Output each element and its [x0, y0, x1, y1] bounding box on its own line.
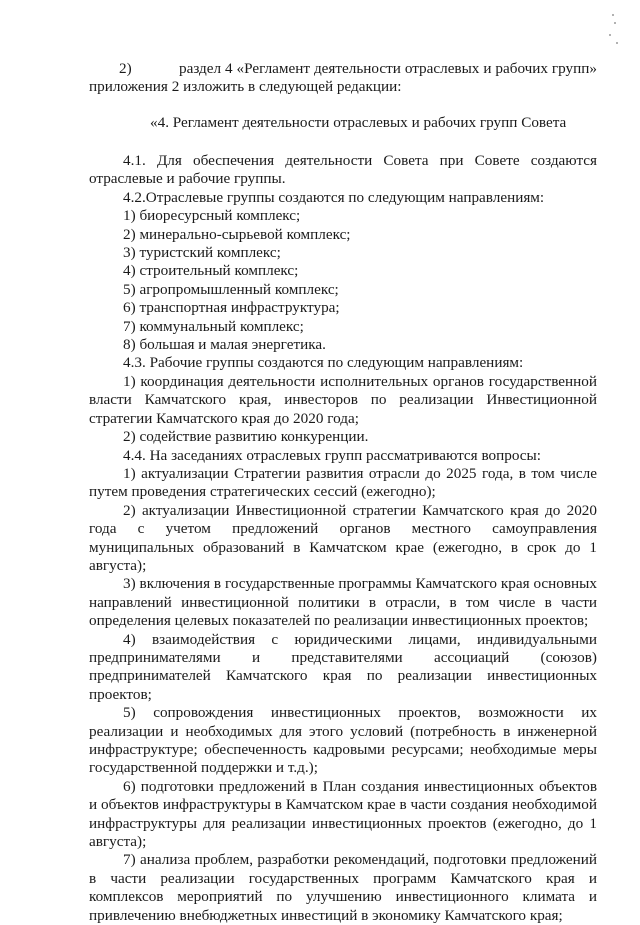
- paragraph: 1) актуализации Стратегии развития отрасли до 2025 года, в том числе путем проведения стратегических сессий (ежегодно);: [89, 464, 597, 501]
- lead-text: раздел 4 «Регламент деятельности отраслевых и рабочих групп» приложения 2 изложить в следующей редакции:: [89, 60, 597, 96]
- list-item: 1) биоресурсный комплекс;: [123, 207, 301, 225]
- paragraph: 4.1. Для обеспечения деятельности Совета при Совете создаются отраслевые и рабочие группы.: [89, 152, 597, 188]
- list-item: 2) минерально-сырьевой комплекс;: [123, 225, 351, 243]
- paragraph: 4.2.Отраслевые группы создаются по следующим направлениям:: [123, 188, 545, 206]
- paragraph: 4) взаимодействия с юридическими лицами, индивидуальными предпринимателями и представителями ассоциаций (союзов) предпринимателей Камчатского края по реализации инвестиционных проектов;: [89, 630, 597, 703]
- lead-paragraph: [89, 60, 597, 97]
- paragraph: 2) содействие развитию конкуренции.: [123, 428, 369, 446]
- paragraph: 4.3. Рабочие группы создаются по следующим направлениям:: [123, 354, 524, 372]
- list-item: 5) агропромышленный комплекс;: [123, 280, 339, 298]
- list-item: 3) туристский комплекс;: [123, 244, 281, 262]
- list-item: 7) коммунальный комплекс;: [123, 317, 304, 335]
- paragraph: 7) анализа проблем, разработки рекомендаций, подготовки предложений в части реализации государственных программ Камчатского края и комплексов мероприятий по улучшению инвестиционного климата и привлечению внебюджетных инвестиций в экономику Камчатского края;: [89, 851, 597, 924]
- paragraph: 2) актуализации Инвестиционной стратегии Камчатского края до 2020 года с учетом предложений органов местного самоуправления муниципальных образований в Камчатском крае (ежегодно, в срок до 1 августа);: [89, 501, 597, 574]
- list-item: 8) большая и малая энергетика.: [123, 336, 326, 354]
- paragraph: 3) включения в государственные программы Камчатского края основных направлений инвестиционной политики в отрасли, в том числе в части определения целевых показателей по реализации инвестиционных проектов;: [89, 575, 597, 630]
- paragraph: 4.4. На заседаниях отраслевых групп рассматриваются вопросы:: [123, 446, 541, 464]
- list-item: 4) строительный комплекс;: [123, 262, 299, 280]
- scan-artifact: [606, 12, 620, 52]
- body-text: [89, 152, 597, 925]
- paragraph: 1) координация деятельности исполнительных органов государственной власти Камчатского края, инвесторов по реализации Инвестиционной стратегии Камчатского края до 2020 года;: [89, 372, 597, 427]
- lead-number: 2): [119, 60, 132, 77]
- section-heading: «4. Регламент деятельности отраслевых и рабочих групп Совета: [150, 114, 567, 131]
- list-item: 6) транспортная инфраструктура;: [123, 299, 340, 317]
- paragraph: 6) подготовки предложений в План создания инвестиционных объектов и объектов инфраструктуры в Камчатском крае в части создания необходимой инфраструктуры для реализации инвестиционных проектов (ежегодно, до 1 августа);: [89, 777, 597, 851]
- paragraph: 5) сопровождения инвестиционных проектов, возможности их реализации и необходимых для этого условий (потребность в инженерной инфраструктуре; обеспеченность кадровыми ресурсами; необходимые меры государственной поддержки и т.д.);: [89, 704, 597, 777]
